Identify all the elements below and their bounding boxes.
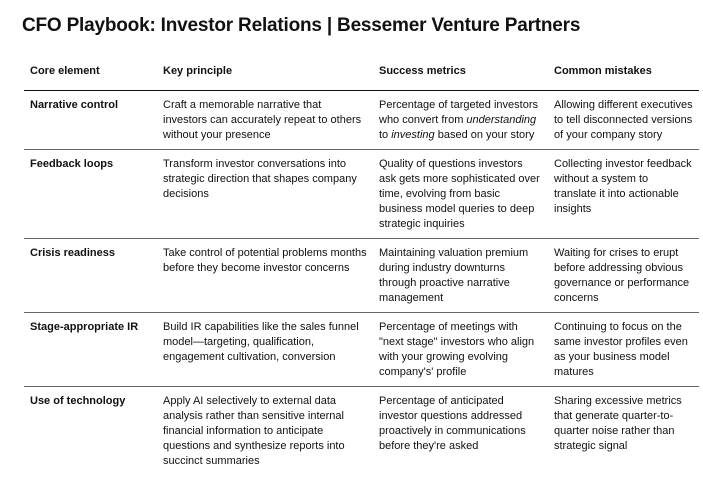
table-row: [24, 150, 699, 239]
common-mistakes-cell: Continuing to focus on the same investor profiles even as your business model matures: [548, 313, 699, 387]
success-metrics-cell: Percentage of meetings with "next stage" investors who align with your growing evolving company's' profile: [373, 313, 548, 387]
common-mistakes-cell: Allowing different executives to tell disconnected versions of your company story: [548, 91, 699, 150]
key-principle-cell: Take control of potential problems months before they become investor concerns: [157, 239, 373, 313]
page-title: CFO Playbook: Investor Relations | Bessemer Venture Partners: [22, 15, 581, 36]
core-element-cell: Crisis readiness: [24, 239, 157, 313]
core-element-cell: Narrative control: [24, 91, 157, 150]
table-row: [24, 91, 699, 150]
column-header-common-mistakes: Common mistakes: [548, 57, 699, 91]
metric-text: based on your story: [434, 129, 535, 141]
success-metrics-cell: Quality of questions investors ask gets more sophisticated over time, evolving from basic business model queries to deep strategic inquiries: [373, 150, 548, 239]
table-row: [24, 387, 699, 476]
table-row: [24, 313, 699, 387]
common-mistakes-cell: Sharing excessive metrics that generate quarter-to-quarter noise rather than strategic signal: [554, 395, 682, 452]
column-header-core-element: Core element: [24, 57, 157, 91]
key-principle-cell: Transform investor conversations into strategic direction that shapes company decisions: [157, 150, 373, 239]
key-principle-cell: Build IR capabilities like the sales funnel model—targeting, qualification, engagement cultivation, conversion: [157, 313, 373, 387]
table-row: [24, 239, 699, 313]
metric-text: Percentage of targeted investors who convert from: [379, 99, 538, 126]
metric-emphasis: investing: [391, 129, 435, 141]
success-metrics-cell: Maintaining valuation premium during industry downturns through proactive narrative management: [373, 239, 548, 313]
metric-text: to: [379, 129, 392, 141]
success-metrics-cell: Percentage of anticipated investor questions addressed proactively in communications before they're asked: [379, 395, 526, 452]
success-metrics-cell: [373, 91, 548, 150]
column-header-success-metrics: Success metrics: [373, 57, 548, 91]
header-row: [24, 57, 699, 91]
common-mistakes-cell: Collecting investor feedback without a system to translate it into actionable insights: [548, 150, 699, 239]
core-element-cell: Use of technology: [30, 395, 126, 407]
common-mistakes-cell: Waiting for crises to erupt before addressing obvious governance or performance concerns: [548, 239, 699, 313]
column-header-key-principle: Key principle: [157, 57, 373, 91]
key-principle-cell: Craft a memorable narrative that investors can accurately repeat to others without your presence: [157, 91, 373, 150]
core-element-cell: Feedback loops: [24, 150, 157, 239]
core-element-cell: Stage-appropriate IR: [24, 313, 157, 387]
playbook-table: [24, 57, 699, 475]
metric-emphasis: understanding: [466, 114, 537, 126]
key-principle-cell: Apply AI selectively to external data analysis rather than sensitive internal financial information to anticipate questions and synthesize reports into succinct summaries: [163, 395, 345, 467]
